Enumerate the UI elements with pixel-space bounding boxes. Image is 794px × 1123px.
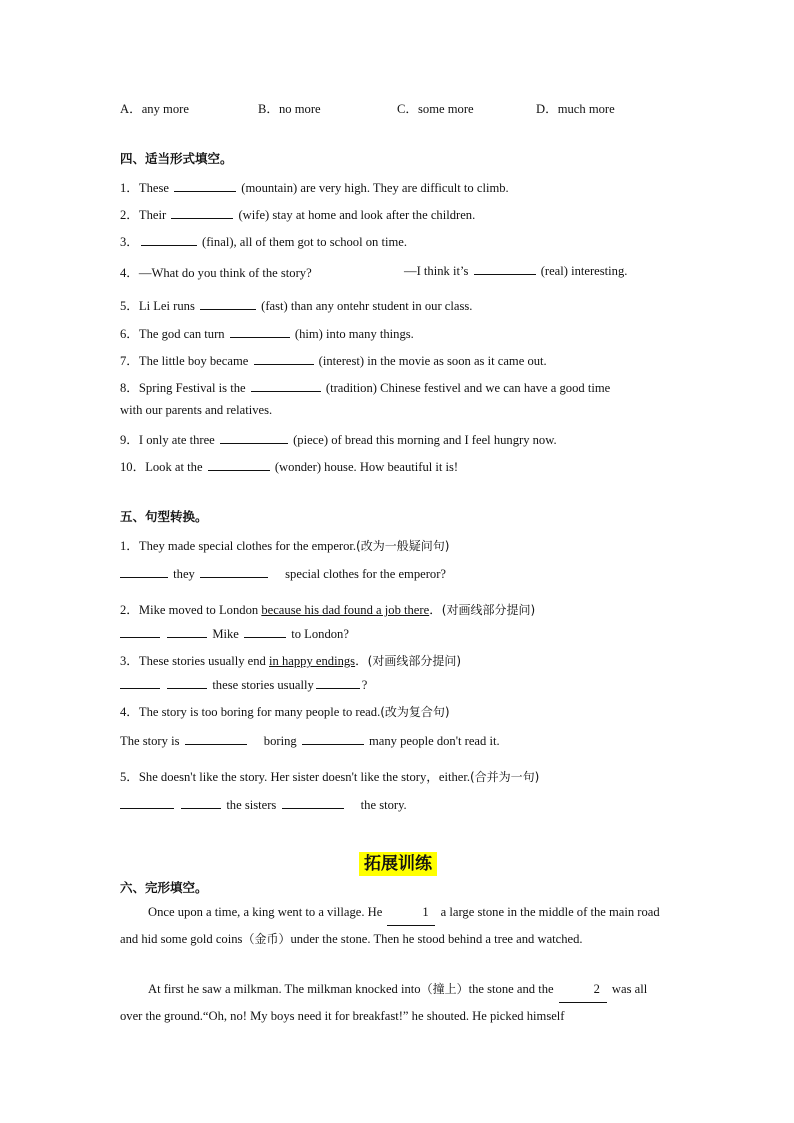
section4-title: 四、适当形式填空。	[120, 151, 233, 166]
section5-title: 五、句型转换。	[120, 509, 208, 524]
s5-q5: 5．She doesn't like the story. Her sister doesn't like the story，either.(合并为一句)	[120, 770, 540, 784]
s4-item-8: 8．Spring Festival is the (tradition) Chinese festivel and we can have a good time	[120, 381, 611, 395]
answer-blank[interactable]	[174, 179, 236, 192]
cloze-paragraph-2: At first he saw a milkman. The milkman knocked into（撞上）the stone and the 2 was all over the ground.“Oh, no! My boys need it for breakfast!” he shouted. He picked himself	[120, 976, 660, 1029]
answer-blank[interactable]	[200, 565, 268, 578]
answer-blank[interactable]	[181, 796, 221, 809]
s5-q2-answer: Mike to London?	[120, 625, 349, 642]
answer-blank[interactable]	[251, 379, 321, 392]
s5-q2: 2．Mike moved to London because his dad found a job there．(对画线部分提问)	[120, 603, 536, 617]
answer-blank[interactable]	[474, 262, 536, 275]
answer-blank[interactable]	[244, 625, 286, 638]
s5-q5-answer: the sisters the story.	[120, 796, 407, 813]
s4-item-4: 4．—What do you think of the story?	[120, 266, 312, 280]
s5-q3: 3．These stories usually end in happy endings．(对画线部分提问)	[120, 654, 462, 668]
cloze-paragraph-1: Once upon a time, a king went to a village. He 1 a large stone in the middle of the main road and hid some gold coins（金币）under the stone. Then he stood behind a tree and watched.	[120, 899, 660, 952]
s5-q4: 4．The story is too boring for many people to read.(改为复合句)	[120, 705, 450, 719]
answer-blank[interactable]	[120, 796, 174, 809]
s4-item-7: 7．The little boy became (interest) in the movie as soon as it came out.	[120, 354, 547, 368]
section6-title: 六、完形填空。	[120, 880, 208, 895]
answer-blank[interactable]	[120, 625, 160, 638]
s4-item-9: 9．I only ate three (piece) of bread this morning and I feel hungry now.	[120, 433, 557, 447]
answer-blank[interactable]	[171, 206, 233, 219]
answer-blank[interactable]	[208, 458, 270, 471]
option-d[interactable]: D．much more	[536, 102, 615, 116]
answer-blank[interactable]	[141, 233, 197, 246]
s4-item-6: 6．The god can turn (him) into many things.	[120, 327, 414, 341]
answer-blank[interactable]	[316, 676, 360, 689]
s4-item-10: 10．Look at the (wonder) house. How beautiful it is!	[120, 460, 459, 474]
answer-blank[interactable]	[220, 431, 288, 444]
underlined-phrase: because his dad found a job there	[261, 603, 430, 617]
s4-item-4-answer: —I think it’s (real) interesting.	[404, 264, 628, 278]
answer-blank[interactable]	[185, 732, 247, 745]
s5-q3-answer: these stories usually ?	[120, 676, 367, 693]
s4-item-2: 2．Their (wife) stay at home and look after the children.	[120, 208, 476, 222]
s4-item-3: 3． (final), all of them got to school on time.	[120, 235, 408, 249]
option-b[interactable]: B．no more	[258, 102, 321, 116]
answer-blank[interactable]	[167, 625, 207, 638]
cloze-blank-2[interactable]: 2	[559, 976, 607, 1003]
answer-blank[interactable]	[282, 796, 344, 809]
s5-q1-answer: they special clothes for the emperor?	[120, 565, 446, 582]
answer-blank[interactable]	[120, 565, 168, 578]
s5-q4-answer: The story is boring many people don't read it.	[120, 734, 500, 748]
answer-blank[interactable]	[200, 297, 256, 310]
option-a[interactable]: A．any more	[120, 102, 189, 116]
s5-q1: 1．They made special clothes for the emperor.(改为一般疑问句)	[120, 539, 450, 553]
cloze-blank-1[interactable]: 1	[387, 899, 435, 926]
extension-training-banner: 拓展训练	[359, 852, 437, 876]
s4-item-1: 1．These (mountain) are very high. They are difficult to climb.	[120, 181, 509, 195]
s4-item-5: 5．Li Lei runs (fast) than any ontehr student in our class.	[120, 299, 473, 313]
answer-blank[interactable]	[120, 676, 160, 689]
answer-blank[interactable]	[254, 352, 314, 365]
answer-blank[interactable]	[302, 732, 364, 745]
option-c[interactable]: C．some more	[397, 102, 474, 116]
answer-blank[interactable]	[230, 325, 290, 338]
answer-blank[interactable]	[167, 676, 207, 689]
underlined-phrase: in happy endings	[269, 654, 356, 668]
s4-item-8-cont: with our parents and relatives.	[120, 403, 273, 417]
